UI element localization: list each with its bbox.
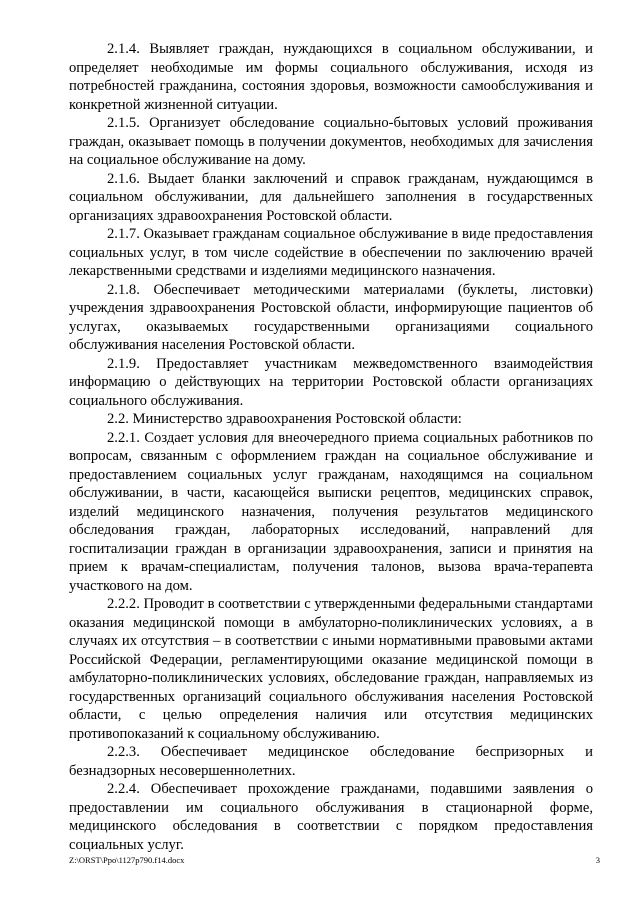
paragraph-2-2-2: 2.2.2. Проводит в соответствии с утвержденными федеральными стандартами оказания медицинской помощи в амбулаторно-поликлинических условиях, а в случаях их отсутствия – в соответствии с иными нормативными правовыми актами Российской Федерации, регламентирующими оказание медицинской помощи в амбулаторно-поликлинических условиях, обследование граждан, направляемых из государственных организаций социального обслуживания населения Ростовской области, с целью определения наличия или отсутствия медицинских противопоказаний к социальному обслуживанию.: [69, 596, 593, 742]
paragraph-2-1-9: 2.1.9. Предоставляет участникам межведомственного взаимодействия информацию о действующих на территории Ростовской области организациях социального обслуживания.: [69, 355, 593, 409]
paragraph-2-1-8: 2.1.8. Обеспечивает методическими материалами (буклеты, листовки) учреждения здравоохранения Ростовской области, информирующие пациентов об услугах, оказываемых государственными организациями социального обслуживания населения Ростовской области.: [69, 281, 593, 353]
paragraph-2-2-1: 2.2.1. Создает условия для внеочередного приема социальных работников по вопросам, связанным с оформлением граждан на социальное обслуживание и предоставлением социальных услуг гражданам, находящимся на социальном обслуживании, в части, касающейся выписки рецептов, медицинских справок, изделий медицинского назначения, получения результатов медицинского обследования граждан, лабораторных исследований, направлений для госпитализации граждан в организации здравоохранения, записи и принятия на прием к врачам-специалистам, получения талонов, вызова врача-терапевта участкового на дом.: [69, 429, 593, 594]
footer-file-path: Z:\ORST\Ppo\1127p790.f14.docx: [69, 855, 185, 865]
paragraph-2-2-3: 2.2.3. Обеспечивает медицинское обследование беспризорных и безнадзорных несовершеннолетних.: [69, 744, 593, 779]
paragraph-2-1-7: 2.1.7. Оказывает гражданам социальное обслуживание в виде предоставления социальных услуг, в том числе содействие в обеспечении по заключению врачей лекарственными средствами и изделиями медицинского назначения.: [69, 226, 593, 279]
document-body: [69, 40, 593, 854]
paragraph-2-2-4: 2.2.4. Обеспечивает прохождение гражданами, подавшими заявления о предоставлении им социального обслуживания в стационарной форме, медицинского обследования в соответствии с порядком предоставления социальных услуг.: [69, 781, 593, 853]
page-number: 3: [595, 855, 600, 865]
paragraph-2-1-5: 2.1.5. Организует обследование социально-бытовых условий проживания граждан, оказывает помощь в получении документов, необходимых для зачисления на социальное обслуживание на дому.: [69, 115, 593, 168]
paragraph-2-1-4: 2.1.4. Выявляет граждан, нуждающихся в социальном обслуживании, и определяет необходимые им формы социального обслуживания, исходя из потребностей гражданина, состояния здоровья, возможности самообслуживания и конкретной жизненной ситуации.: [69, 41, 593, 113]
paragraph-2-2: 2.2. Министерство здравоохранения Ростовской области:: [107, 411, 462, 427]
paragraph-2-1-6: 2.1.6. Выдает бланки заключений и справок гражданам, нуждающимся в социальном обслуживании, для дальнейшего заполнения в государственных организациях здравоохранения Ростовской области.: [69, 170, 593, 224]
page-footer: [69, 855, 600, 865]
